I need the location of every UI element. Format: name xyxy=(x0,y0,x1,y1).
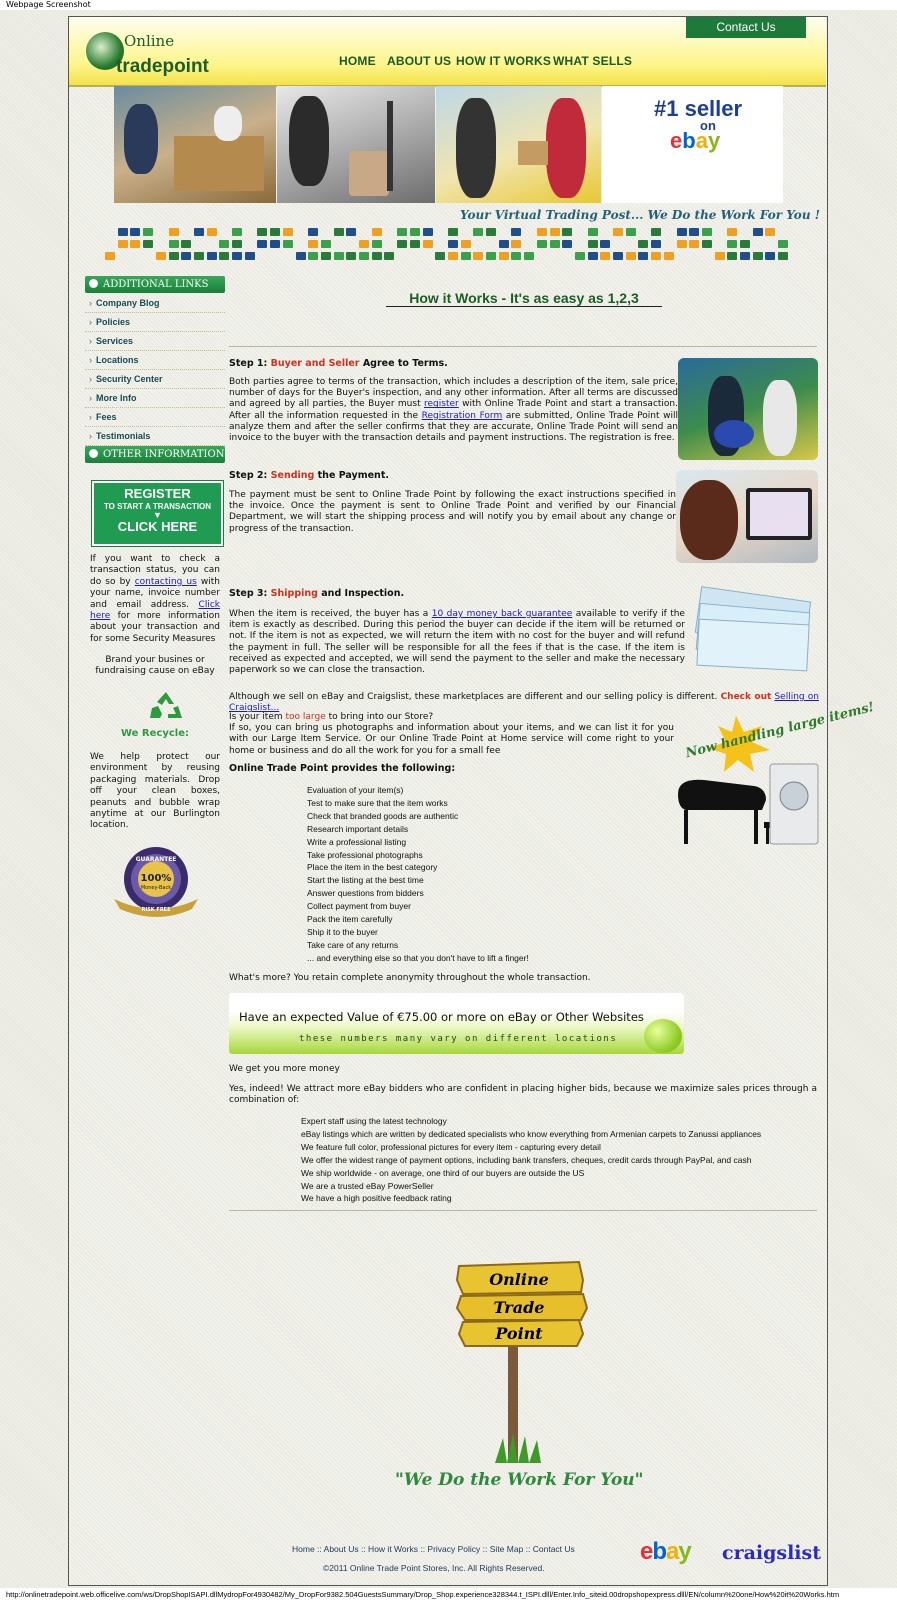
list-item: Pack the item carefully xyxy=(307,914,393,925)
step1-text-c: are submitted, Online Trade Point will analyze them and after the seller confirms that they are accurate, Online Trade Point will send an invoice to the buyer with the transaction details and payment instructions. The registration is free. xyxy=(229,410,678,444)
mosaic-tile xyxy=(600,240,610,248)
mosaic-tile xyxy=(778,252,788,260)
step2-highlight: Sending xyxy=(270,470,315,481)
large-item-text xyxy=(229,712,674,757)
mosaic-tile xyxy=(308,228,318,236)
mosaic-tile xyxy=(562,240,572,248)
mosaic-tile xyxy=(219,252,229,260)
status-text-part1: If you want to check a transaction status, you can do so by xyxy=(90,554,220,587)
mosaic-tile xyxy=(651,240,661,248)
mosaic-tile xyxy=(689,228,699,236)
mosaic-tile xyxy=(664,252,674,260)
nav-about-us[interactable]: ABOUT US xyxy=(387,54,452,68)
sidebar-link-label: Policies xyxy=(96,317,131,327)
other-information-title: OTHER INFORMATION xyxy=(103,449,225,460)
expected-value-text: Have an expected Value of €75.00 or more on eBay or Other Websites xyxy=(239,1010,644,1024)
divider xyxy=(229,346,817,347)
online-trade-point-signpost xyxy=(455,1258,590,1468)
mosaic-tile xyxy=(308,240,318,248)
other-information-header xyxy=(85,446,225,463)
step1-highlight: Buyer and Seller xyxy=(270,358,360,369)
mosaic-tile xyxy=(486,228,496,236)
arrow-icon: › xyxy=(89,298,92,308)
mosaic-tile xyxy=(283,228,293,236)
bank-cheques-icon xyxy=(692,590,818,672)
mosaic-tile xyxy=(169,252,179,260)
decorative-tile-mosaic xyxy=(105,228,793,264)
list-item: Evaluation of your item(s) xyxy=(307,785,404,795)
step3-heading xyxy=(229,588,404,599)
sidebar-link-policies[interactable] xyxy=(85,313,225,332)
sidebar-link-label: Testimonials xyxy=(96,431,151,441)
sidebar-link-security-center[interactable] xyxy=(85,370,225,389)
contacting-us-link[interactable]: contacting us xyxy=(134,576,197,587)
mosaic-tile xyxy=(245,252,255,260)
page-title: How it Works - It's as easy as 1,2,3 xyxy=(386,290,662,307)
mosaic-tile xyxy=(600,252,610,260)
mosaic-tile xyxy=(448,240,458,248)
mosaic-tile xyxy=(461,252,471,260)
nav-what-sells[interactable]: WHAT SELLS xyxy=(553,54,633,68)
mosaic-tile xyxy=(359,252,369,260)
arrow-icon: › xyxy=(89,393,92,403)
mosaic-tile xyxy=(626,228,636,236)
step3-prefix: Step 3: xyxy=(229,588,268,599)
step3-suffix: and Inspection. xyxy=(321,588,405,599)
hero-banner xyxy=(114,86,783,203)
mosaic-tile xyxy=(448,228,458,236)
mosaic-tile xyxy=(550,240,560,248)
sidebar-link-label: Locations xyxy=(96,355,139,365)
list-item: Answer questions from bidders xyxy=(307,888,424,899)
step1-text-b: with Online Trade Point and start a transaction. After all the information requested in the xyxy=(229,399,678,421)
list-item: Check that branded goods are authentic xyxy=(307,810,459,821)
online-payment-photo xyxy=(676,470,818,563)
step1-text xyxy=(229,377,678,444)
list-item: Test to make sure that the item works xyxy=(307,797,448,808)
mosaic-tile xyxy=(283,240,293,248)
sign-line1: Online xyxy=(489,1270,549,1289)
ebay-badge-on: on xyxy=(700,118,716,133)
mosaic-tile xyxy=(397,240,407,248)
seal-money-back-text: Money-Back xyxy=(140,885,172,891)
list-item: Research important details xyxy=(307,823,409,834)
step1-text-a: Both parties agree to terms of the transaction, which includes a description of the item, sale price, number of days for the Buyer's inspection, and any other information. After all terms are discussed and agreed by all parties, the Buyer must xyxy=(229,377,678,410)
recycle-icon xyxy=(148,690,184,724)
sidebar-link-label: Company Blog xyxy=(96,298,160,308)
status-text-part2: with your name, invoice number and email address. xyxy=(90,576,220,610)
signpost-slogan: "We Do the Work For You" xyxy=(395,1470,644,1490)
mosaic-tile xyxy=(334,252,344,260)
logo-online-text: Online xyxy=(124,32,175,50)
sidebar-link-label: Services xyxy=(96,336,134,346)
step1-heading xyxy=(229,358,448,369)
large-question-b: to bring into our Store? xyxy=(328,712,434,722)
transaction-status-text xyxy=(90,554,220,645)
register-link[interactable]: register xyxy=(424,399,459,410)
sidebar-link-testimonials[interactable] xyxy=(85,427,225,446)
mosaic-tile xyxy=(511,240,521,248)
list-item: We have a high positive feedback rating xyxy=(301,1193,452,1204)
craigslist-footer-logo[interactable]: craigslist xyxy=(722,1542,821,1564)
more-money-text: We get you more money xyxy=(229,1064,340,1074)
mosaic-tile xyxy=(511,228,521,236)
list-item: We feature full color, professional pictures for every item - capturing every detail xyxy=(301,1141,601,1152)
step1-prefix: Step 1: xyxy=(229,358,268,369)
status-bar-url: http://onlinetradepoint.web.officelive.com/ws/DropShopISAPI.dllMydropFor4930482/My_DropFor9382.504GuestsSummary/Drop_Shop.experience328344.t_ISPI.dlll/Enter.Info_siteid.00dropshopexpress.dlll/EN/column%20one/How%20it%20Works.htm xyxy=(6,1590,840,1599)
list-item: Collect payment from buyer xyxy=(307,901,411,912)
brand-cause-text: Brand your busines or fundraising cause on eBay xyxy=(95,655,215,677)
mosaic-tile xyxy=(499,252,509,260)
step3-highlight: Shipping xyxy=(270,588,318,599)
value-disclaimer-text: these numbers many vary on different locations xyxy=(299,1034,618,1044)
mosaic-tile xyxy=(194,228,204,236)
mosaic-tile xyxy=(499,240,509,248)
anonymity-text: What's more? You retain complete anonymity throughout the whole transaction. xyxy=(229,973,591,983)
site-logo[interactable] xyxy=(86,28,209,84)
register-line2: TO START A TRANSACTION xyxy=(103,502,212,511)
now-handling-text: Now handling large items! xyxy=(684,699,876,762)
mosaic-tile xyxy=(575,252,585,260)
money-back-guarantee-seal-icon xyxy=(110,845,202,920)
yes-indeed-text: Yes, indeed! We attract more eBay bidders who are confident in placing higher bids, because we maximize sales prices through a combination of: xyxy=(229,1084,817,1106)
mosaic-tile xyxy=(257,240,267,248)
mosaic-tile xyxy=(372,240,382,248)
mosaic-tile xyxy=(765,228,775,236)
list-item: We are a trusted eBay PowerSeller xyxy=(301,1180,434,1191)
ebay-badge-rank: #1 seller xyxy=(654,96,743,121)
list-item: Expert staff using the latest technology xyxy=(301,1116,447,1126)
mosaic-tile xyxy=(181,240,191,248)
sign-line3: Point xyxy=(495,1324,543,1343)
large-item-service-text: If so, you can bring us photographs and information about your items, and we can list it for you with our Large Item Service. Or our Online Trade Point at Home service will come right to your home or business and do all the work for you for a small fee xyxy=(229,723,674,756)
large-items-piano-washer-icon xyxy=(674,699,876,854)
services-list xyxy=(307,784,529,965)
mosaic-tile xyxy=(677,240,687,248)
mosaic-tile xyxy=(626,252,636,260)
mosaic-tile xyxy=(435,252,445,260)
sidebar-link-services[interactable] xyxy=(85,332,225,351)
mosaic-tile xyxy=(550,228,560,236)
mosaic-tile xyxy=(613,252,623,260)
mosaic-tile xyxy=(511,252,521,260)
bullet-icon xyxy=(89,279,98,288)
mosaic-tile xyxy=(588,252,598,260)
drop-shop-store-photo xyxy=(678,358,818,460)
mosaic-tile xyxy=(727,228,737,236)
mosaic-tile xyxy=(207,228,217,236)
sidebar-link-fees[interactable] xyxy=(85,408,225,427)
mosaic-tile xyxy=(473,252,483,260)
contact-us-button[interactable]: Contact Us xyxy=(686,17,806,38)
step3-text-b: available to verify if the item is exactly as described. During this period the buyer can decide if the item will be returned or not. If the item is not as expected, we will return the item with no cost for the buyer and will refund the payment in full. The seller will be responsible for all the fees if that is the case. If the item is received as expected and accepted, we will send the payment to the seller and make the necessary paperwork so we can close the transaction. xyxy=(229,609,685,676)
nav-home[interactable]: HOME xyxy=(339,54,376,68)
benefits-list xyxy=(301,1115,761,1205)
mosaic-tile xyxy=(638,252,648,260)
banner-tagline: Your Virtual Trading Post... We Do the Work For You ! xyxy=(460,208,820,222)
money-back-guarantee-link[interactable]: 10 day money back guarantee xyxy=(431,609,573,619)
seal-top-text: GUARANTEE xyxy=(135,856,177,863)
arrow-icon: › xyxy=(89,336,92,346)
mosaic-tile xyxy=(118,228,128,236)
register-button[interactable] xyxy=(92,481,223,546)
mosaic-tile xyxy=(372,252,382,260)
mosaic-tile xyxy=(753,228,763,236)
mosaic-tile xyxy=(702,228,712,236)
mosaic-tile xyxy=(143,228,153,236)
step1-suffix: Agree to Terms. xyxy=(362,358,448,369)
mosaic-tile xyxy=(740,252,750,260)
step2-suffix: the Payment. xyxy=(317,470,389,481)
banner-photo-camera xyxy=(277,86,435,203)
seal-percent-text: 100% xyxy=(140,873,172,884)
list-item: Start the listing at the best time xyxy=(307,875,424,886)
mosaic-tile xyxy=(727,240,737,248)
mosaic-tile xyxy=(372,228,382,236)
mosaic-tile xyxy=(219,240,229,248)
register-line1: REGISTER xyxy=(124,486,191,501)
ebay-badge-logo: ebay xyxy=(670,128,721,153)
we-recycle-label: We Recycle: xyxy=(120,728,189,739)
mosaic-tile xyxy=(677,228,687,236)
sidebar-link-label: More Info xyxy=(96,393,137,403)
arrow-icon: › xyxy=(89,374,92,384)
mosaic-tile xyxy=(715,252,725,260)
step3-text xyxy=(229,609,685,676)
sidebar-link-label: Security Center xyxy=(96,374,163,384)
mosaic-tile xyxy=(778,240,788,248)
mosaic-tile xyxy=(194,252,204,260)
mosaic-tile xyxy=(359,240,369,248)
seal-risk-free-text: RISK FREE xyxy=(141,907,171,913)
mosaic-tile xyxy=(740,240,750,248)
footer-links[interactable]: Home :: About Us :: How it Works :: Privacy Policy :: Site Map :: Contact Us xyxy=(292,1544,575,1554)
mosaic-tile xyxy=(105,252,115,260)
mosaic-tile xyxy=(753,252,763,260)
list-item: Take professional photographs xyxy=(307,849,423,860)
down-arrow-icon: ▼ xyxy=(153,510,162,520)
mosaic-tile xyxy=(156,252,166,260)
banner-photo-packing xyxy=(114,86,276,203)
list-item: Place the item in the best category xyxy=(307,862,438,873)
mosaic-tile xyxy=(397,228,407,236)
sidebar-link-locations[interactable] xyxy=(85,351,225,370)
mosaic-tile xyxy=(765,252,775,260)
mosaic-tile xyxy=(346,228,356,236)
selling-on-craigslist-link[interactable]: Selling on Craigslist... xyxy=(229,692,819,714)
mosaic-tile xyxy=(232,240,242,248)
mosaic-tile xyxy=(651,228,661,236)
mosaic-tile xyxy=(232,252,242,260)
mosaic-tile xyxy=(130,228,140,236)
divider xyxy=(229,1210,817,1211)
mosaic-tile xyxy=(384,252,394,260)
mosaic-tile xyxy=(169,240,179,248)
arrow-icon: › xyxy=(89,431,92,441)
registration-form-link[interactable]: Registration Form xyxy=(421,410,503,421)
arrow-icon: › xyxy=(89,355,92,365)
status-text-part3: for more information about your transaction and for some Security Measures xyxy=(90,611,220,644)
mosaic-tile xyxy=(423,240,433,248)
list-item: eBay listings which are written by dedicated specialists who know everything from Armenian carpets to Zanussi appliances xyxy=(301,1128,762,1139)
list-item: Write a professional listing xyxy=(307,836,407,847)
screenshot-label: Webpage Screenshot xyxy=(6,0,91,9)
mosaic-tile xyxy=(270,240,280,248)
list-item: We offer the widest range of payment options, including bank transfers, cheques, credit cards through PayPal, and cash xyxy=(301,1154,752,1165)
arrow-icon: › xyxy=(89,317,92,327)
banner-photo-handover xyxy=(436,86,601,203)
mosaic-tile xyxy=(689,240,699,248)
ebay-footer-logo[interactable]: ebay xyxy=(640,1538,691,1565)
mosaic-tile xyxy=(486,252,496,260)
step3-text-a: When the item is received, the buyer has a xyxy=(229,609,429,619)
large-question-a: Is your item xyxy=(229,712,283,722)
additional-links-title: ADDITIONAL LINKS xyxy=(103,279,209,290)
logo-tradepoint-text: tradepoint xyxy=(116,56,209,77)
mosaic-tile xyxy=(448,252,458,260)
too-large-highlight: too large xyxy=(285,712,326,722)
sidebar-link-more-info[interactable] xyxy=(85,389,225,408)
mosaic-tile xyxy=(537,240,547,248)
provides-heading: Online Trade Point provides the following: xyxy=(229,763,456,774)
arrow-icon: › xyxy=(89,412,92,422)
mosaic-tile xyxy=(613,228,623,236)
mosaic-tile xyxy=(207,252,217,260)
copyright-text: ©2011 Online Trade Point Stores, Inc. All Rights Reserved. xyxy=(323,1563,545,1573)
click-here-link[interactable]: Click here xyxy=(90,599,220,622)
mosaic-tile xyxy=(423,228,433,236)
mosaic-tile xyxy=(334,228,344,236)
mosaic-tile xyxy=(461,240,471,248)
recycle-text: We help protect our environment by reusing packaging materials. Drop off your clean boxes, peanuts and bubble wrap anytime at our Burlington location. xyxy=(90,752,220,831)
bullet-icon xyxy=(89,449,98,458)
ebay-seller-badge xyxy=(602,86,783,203)
mosaic-tile xyxy=(524,252,534,260)
mosaic-tile xyxy=(143,240,153,248)
mosaic-tile xyxy=(562,228,572,236)
mosaic-tile xyxy=(651,252,661,260)
register-line3: CLICK HERE xyxy=(117,519,198,534)
mosaic-tile xyxy=(130,240,140,248)
mosaic-tile xyxy=(257,228,267,236)
mosaic-tile xyxy=(638,240,648,248)
green-orb-icon xyxy=(644,1019,682,1053)
mosaic-tile xyxy=(727,252,737,260)
expected-value-banner xyxy=(229,993,684,1054)
list-item: We ship worldwide - on average, one third of our buyers are outside the US xyxy=(301,1167,585,1178)
sidebar-link-company-blog[interactable] xyxy=(85,294,225,313)
sidebar-link-label: Fees xyxy=(96,412,117,422)
mosaic-tile xyxy=(118,240,128,248)
mosaic-tile xyxy=(232,228,242,236)
mosaic-tile xyxy=(321,240,331,248)
mosaic-tile xyxy=(410,240,420,248)
mosaic-tile xyxy=(473,228,483,236)
mosaic-tile xyxy=(181,252,191,260)
mosaic-tile xyxy=(321,252,331,260)
sign-line2: Trade xyxy=(493,1298,545,1317)
mosaic-tile xyxy=(588,228,598,236)
additional-links-header xyxy=(85,276,225,293)
mosaic-tile xyxy=(308,252,318,260)
step2-prefix: Step 2: xyxy=(229,470,268,481)
nav-how-it-works[interactable]: HOW IT WORKS xyxy=(456,54,552,68)
list-item: Ship it to the buyer xyxy=(307,926,378,937)
check-out-label: Check out xyxy=(720,692,772,702)
marketplace-policy-text: Although we sell on eBay and Craigslist, these marketplaces are different and our selling policy is different. xyxy=(229,692,718,702)
mosaic-tile xyxy=(537,228,547,236)
mosaic-tile xyxy=(270,228,280,236)
mosaic-tile xyxy=(296,252,306,260)
step2-text: The payment must be sent to Online Trade Point by following the exact instructions specified in the invoice. Once the payment is sent to Online Trade Point and verified by our Financial Department, we will start the shipping process and will notify you by email about any change or progress of the transaction. xyxy=(229,490,676,534)
list-item: ... and everything else so that you don't have to lift a finger! xyxy=(307,952,529,963)
mosaic-tile xyxy=(346,252,356,260)
list-item: Take care of any returns xyxy=(307,939,399,950)
mosaic-tile xyxy=(588,240,598,248)
step2-heading xyxy=(229,470,389,481)
mosaic-tile xyxy=(410,228,420,236)
mosaic-tile xyxy=(169,228,179,236)
mosaic-tile xyxy=(702,240,712,248)
